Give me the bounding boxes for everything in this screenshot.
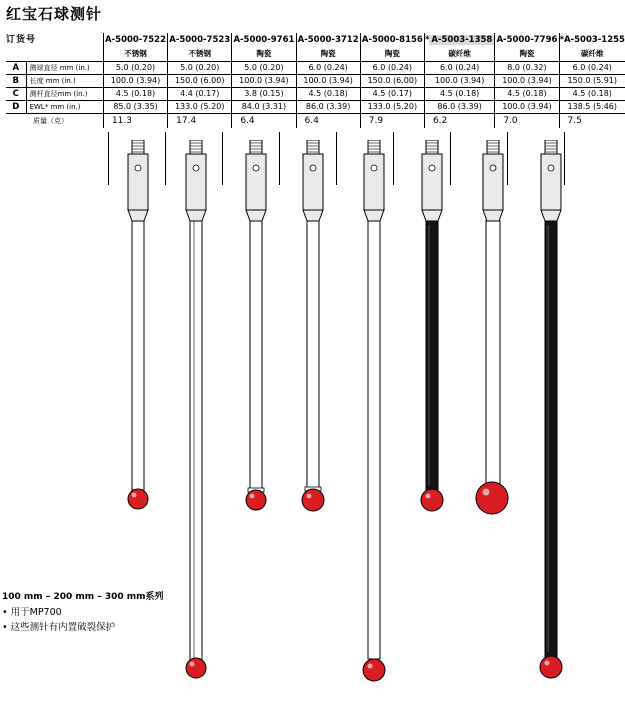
spec-table — [6, 33, 625, 128]
material-cell: 碳纤维 — [559, 47, 625, 62]
col-code-4: A-5000-8156 — [361, 35, 423, 45]
cell: 100.0 (3.94) — [495, 101, 559, 114]
cell: 138.5 (5.46) — [559, 101, 625, 114]
cell: 84.0 (3.31) — [232, 101, 296, 114]
material-cell: 陶瓷 — [232, 47, 296, 62]
row-code: A — [6, 62, 26, 75]
note-bullet: • 这些测针有内置破裂保护 — [2, 622, 116, 633]
col-code-5 — [424, 33, 494, 47]
cell: 86.0 (3.39) — [424, 101, 494, 114]
mass-cell: 7.5 — [559, 114, 625, 129]
column-divider — [279, 132, 280, 185]
stylus-probe — [416, 140, 448, 515]
row-label: 长度 mm (in.) — [26, 75, 103, 88]
notes-block — [2, 590, 164, 635]
cell: 4.4 (0.17) — [168, 88, 232, 101]
page-title: 红宝石球测针 — [6, 5, 103, 23]
row-c — [6, 88, 625, 101]
cell: 4.5 (0.17) — [360, 88, 424, 101]
cell: 150.0 (6.00) — [360, 75, 424, 88]
row-code: C — [6, 88, 26, 101]
cell: 4.5 (0.18) — [495, 88, 559, 101]
stylus-probe — [240, 140, 272, 515]
mass-row — [6, 114, 625, 129]
cell: 86.0 (3.39) — [296, 101, 360, 114]
cell: 6.0 (0.24) — [296, 62, 360, 75]
stylus-probe — [122, 140, 154, 515]
stylus-probe — [297, 140, 329, 515]
stylus-probe — [475, 140, 511, 520]
column-divider — [336, 132, 337, 185]
col-code-3: A-5000-3712 — [297, 35, 359, 45]
mass-cell: 11.3 — [103, 114, 167, 129]
cell: 4.5 (0.18) — [559, 88, 625, 101]
column-divider — [165, 132, 166, 185]
material-cell: 不锈钢 — [168, 47, 232, 62]
row-d — [6, 101, 625, 114]
cell: 5.0 (0.20) — [103, 62, 167, 75]
marker: * — [559, 35, 565, 45]
mass-cell: 17.4 — [168, 114, 232, 129]
col-code-1: A-5000-7523 — [169, 35, 231, 45]
cell: 100.0 (3.94) — [424, 75, 494, 88]
material-cell: 陶瓷 — [495, 47, 559, 62]
highlighted-code: A-5003-1358 — [431, 35, 493, 45]
material-cell: 碳纤维 — [424, 47, 494, 62]
stylus-probe — [358, 140, 390, 685]
order-number-label: 订货号 — [6, 35, 37, 45]
cell: 8.0 (0.32) — [495, 62, 559, 75]
col-code-7: *A-5003-1255 — [559, 35, 625, 45]
col-code-0: A-5000-7522 — [105, 35, 166, 45]
cell: 133.0 (5.20) — [168, 101, 232, 114]
cell: 150.0 (5.91) — [559, 75, 625, 88]
cell: 5.0 (0.20) — [168, 62, 232, 75]
cell: 4.5 (0.18) — [296, 88, 360, 101]
column-divider — [222, 132, 223, 185]
header-row — [6, 33, 625, 47]
material-row — [6, 47, 625, 62]
mass-cell: 7.0 — [495, 114, 559, 129]
cell: 100.0 (3.94) — [103, 75, 167, 88]
row-label: 测球直径 mm (in.) — [26, 62, 103, 75]
row-label: EWL* mm (in.) — [26, 101, 103, 114]
row-code: B — [6, 75, 26, 88]
row-a — [6, 62, 625, 75]
series-heading: 100 mm – 200 mm – 300 mm系列 — [2, 592, 164, 602]
col-code-2: A-5000-9761 — [233, 35, 295, 45]
material-cell: 陶瓷 — [360, 47, 424, 62]
cell: 6.0 (0.24) — [559, 62, 625, 75]
stylus-probe — [180, 140, 212, 680]
cell: 4.5 (0.18) — [103, 88, 167, 101]
cell: 6.0 (0.24) — [424, 62, 494, 75]
cell: 100.0 (3.94) — [296, 75, 360, 88]
note-bullet: • 用于MP700 — [2, 607, 62, 618]
col-code-6: A-5000-7796 — [496, 35, 558, 45]
cell: 100.0 (3.94) — [232, 75, 296, 88]
column-divider — [450, 132, 451, 185]
cell: 6.0 (0.24) — [360, 62, 424, 75]
stylus-probe — [535, 140, 567, 685]
row-b — [6, 75, 625, 88]
marker: * — [424, 35, 430, 45]
column-divider — [393, 132, 394, 185]
mass-cell: 6.4 — [296, 114, 360, 129]
mass-cell: 6.4 — [232, 114, 296, 129]
material-cell: 不锈钢 — [103, 47, 167, 62]
cell: 5.0 (0.20) — [232, 62, 296, 75]
mass-cell: 6.2 — [424, 114, 494, 129]
row-code: D — [6, 101, 26, 114]
cell: 100.0 (3.94) — [495, 75, 559, 88]
cell: 150.0 (6.00) — [168, 75, 232, 88]
material-cell: 陶瓷 — [296, 47, 360, 62]
row-label: 测杆直径mm (in.) — [26, 88, 103, 101]
column-divider — [108, 132, 109, 185]
mass-label: 质量（克） — [33, 117, 68, 125]
cell: 85.0 (3.35) — [103, 101, 167, 114]
cell: 4.5 (0.18) — [424, 88, 494, 101]
mass-cell: 7.9 — [360, 114, 424, 129]
cell: 3.8 (0.15) — [232, 88, 296, 101]
cell: 133.0 (5.20) — [360, 101, 424, 114]
